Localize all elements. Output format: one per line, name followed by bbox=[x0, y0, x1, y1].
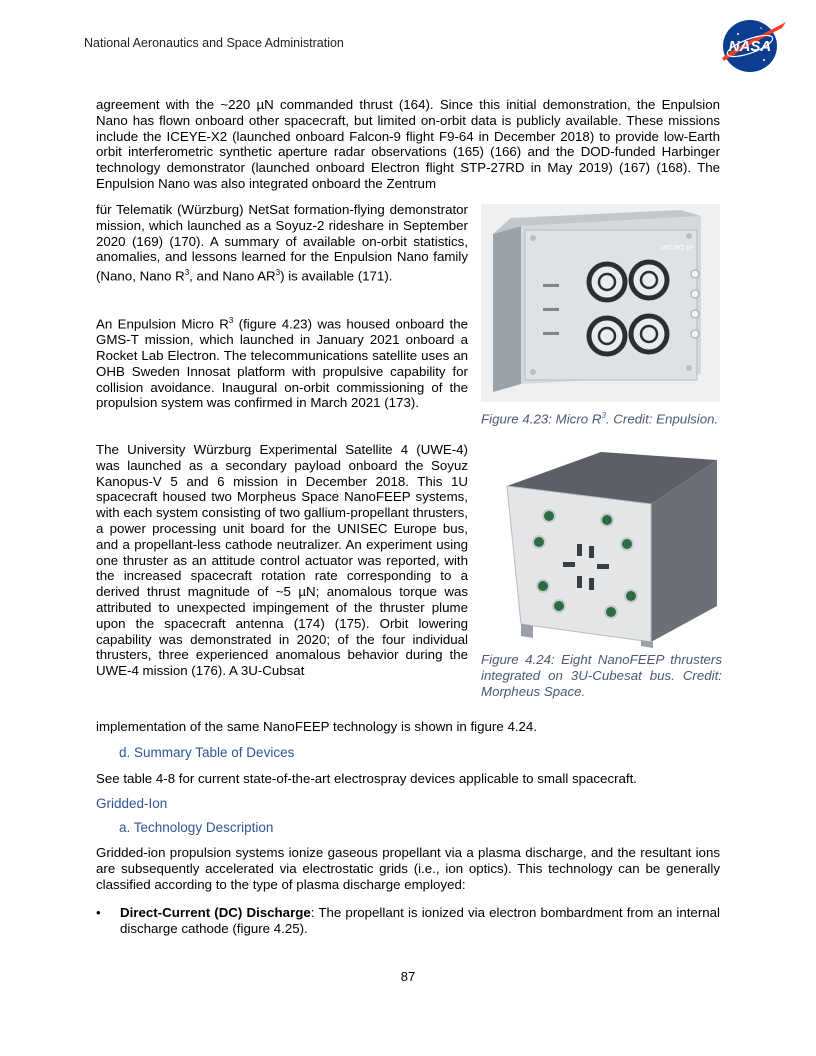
figure-nanofeep-cubesat-image bbox=[481, 446, 720, 648]
paragraph-1: agreement with the ~220 µN commanded thrust (164). Since this initial demonstration, the Enpulsion Nano has flown onboard other spacecraft, but limited on-orbit data is publicly available. These missions include the ICEYE-X2 (launched onboard Falcon-9 flight F9-64 in December 2018) to provide low-Earth orbit interferometric synthetic aperture radar observations (165) (166) and the DOD-funded Harbinger technology demonstrator (launched onboard Electron flight STP-27RD in May 2019) (167) (168). The Enpulsion Nano was also integrated onboard the Zentrum bbox=[96, 97, 720, 191]
page-number: 87 bbox=[400, 969, 416, 984]
micro-r3-label: MICRO R³ bbox=[661, 245, 694, 252]
nasa-logo bbox=[716, 14, 788, 76]
bullet-icon: • bbox=[96, 905, 101, 920]
paragraph-4: implementation of the same NanoFEEP technology is shown in figure 4.24. bbox=[96, 719, 538, 734]
list-item-dc-discharge bbox=[96, 905, 720, 937]
nasa-logo-text: NASA bbox=[728, 38, 772, 55]
paragraph-5: See table 4-8 for current state-of-the-art electrospray devices applicable to small spacecraft. bbox=[96, 771, 637, 786]
paragraph-3: The University Würzburg Experimental Satellite 4 (UWE-4) was launched as a secondary payload onboard the Soyuz Kanopus-V 5 and 6 mission in December 2018. This 1U spacecraft housed two Morpheus Space NanoFEEP systems, with each system consisting of two gallium-propellant thrusters, a power processing unit board for the UNISEC Europe bus, and a propellant-less cathode neutralizer. An experiment using one thruster as an attitude control actuator was reported, with the increased spacecraft rotation rate corresponding to a derived thrust magnitude of ~5 µN; anomalous torque was attributed to unexpected impingement of the thruster plume upon the spacecraft antenna (174) (175). Orbit lowering capability was demonstrated in 2020; of the four individual thrusters, three experienced anomalous behavior during the UWE-4 mission (176). A 3U-Cubsat bbox=[96, 442, 468, 679]
paragraph-1-continued: für Telematik (Würzburg) NetSat formation-flying demonstrator mission, which launched as a Soyuz-2 rideshare in September 2020 (169) (170). A summary of available on-orbit statistics, anomalies, and lessons learned for the Enpulsion Nano family (Nano, Nano $R^3$, and Nano $AR^3$) is available (171). bbox=[96, 202, 468, 284]
paragraph-6: Gridded-ion propulsion systems ionize gaseous propellant via a plasma discharge, and the resultant ions are subsequently accelerated via electrostatic grids (i.e., ion optics). This technology can be generally classified according to the type of plasma discharge employed: bbox=[96, 845, 720, 892]
figure-4-23-caption: Figure 4.23: Micro $R^3$. Credit: Enpulsion. bbox=[481, 411, 719, 427]
header-org: National Aeronautics and Space Administration bbox=[84, 36, 344, 50]
paragraph-2: An Enpulsion Micro $R^3$ (figure 4.23) was housed onboard the GMS-T mission, which launched in January 2021 onboard a Rocket Lab Electron. The telecommunications satellite uses an OHB Sweden Innosat platform with propulsive capability for collision avoidance. Inaugural on-orbit commissioning of the propulsion system was confirmed in March 2021 (173). bbox=[96, 316, 468, 411]
bullet-term: Direct-Current (DC) Discharge bbox=[120, 905, 311, 920]
section-heading-gridded-ion: Gridded-Ion bbox=[96, 796, 168, 811]
section-heading-technology-description: a. Technology Description bbox=[119, 820, 274, 835]
figure-micro-r3-image bbox=[481, 204, 720, 402]
figure-4-24-caption: Figure 4.24: Eight NanoFEEP thrusters integrated on 3U-Cubesat bus. Credit: Morpheus Space. bbox=[481, 652, 722, 699]
section-heading-summary-table: d. Summary Table of Devices bbox=[119, 745, 295, 760]
bullet-text: : The propellant is ionized via electron bombardment from an internal discharge cathode (figure 4.25). bbox=[120, 905, 720, 936]
